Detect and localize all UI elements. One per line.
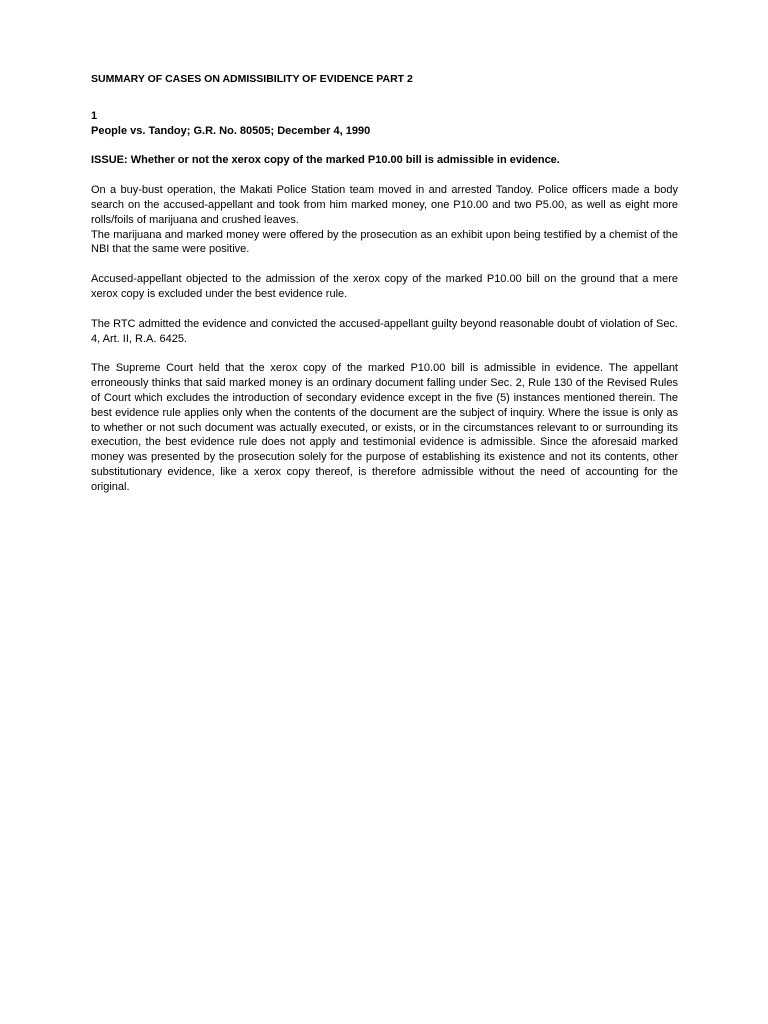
facts-paragraph-2: The marijuana and marked money were offered by the prosecution as an exhibit upon being testified by a chemist of the NBI that the same were positive. [91,228,678,256]
facts-paragraph-1: On a buy-bust operation, the Makati Police Station team moved in and arrested Tandoy. Police officers made a body search on the accused-appellant and took from him marked money, one P10.00 and two P5.00, as well as eight more rolls/foils of marijuana and crushed leaves. [91,184,678,226]
objection-paragraph: Accused-appellant objected to the admission of the xerox copy of the marked P10.00 bill on the ground that a mere xerox copy is excluded under the best evidence rule. [91,273,678,300]
case-citation: People vs. Tandoy; G.R. No. 80505; December 4, 1990 [91,124,371,137]
rtc-paragraph: The RTC admitted the evidence and convicted the accused-appellant guilty beyond reasonable doubt of violation of Sec. 4, Art. II, R.A. 6425. [91,317,678,345]
case-number: 1 [91,109,98,122]
rtc-section [91,317,678,347]
objection-section [91,272,678,302]
ruling-paragraph: The Supreme Court held that the xerox copy of the marked P10.00 bill is admissible in evidence. The appellant erroneously thinks that said marked money is an ordinary document falling under Sec. 2, Rule 130 of the Revised Rules of Court which excludes the introduction of secondary evidence except in the five (5) instances mentioned therein. The best evidence rule applies only when the contents of the document are the subject of inquiry. Where the issue is only as to whether or not such document was actually executed, or exists, or in the circumstances relevant to or surrounding its execution, the best evidence rule does not apply and testimonial evidence is admissible. Since the aforesaid marked money was presented by the prosecution solely for the purpose of establishing its existence and not its contents, other substitutionary evidence, like a xerox copy thereof, is therefore admissible without the need of accounting for the original. [91,362,678,493]
document-content [91,72,678,495]
document-title: SUMMARY OF CASES ON ADMISSIBILITY OF EVIDENCE PART 2 [91,73,413,85]
facts-section [91,183,678,257]
case-issue: ISSUE: Whether or not the xerox copy of the marked P10.00 bill is admissible in evidence. [91,154,560,167]
ruling-section [91,361,678,494]
